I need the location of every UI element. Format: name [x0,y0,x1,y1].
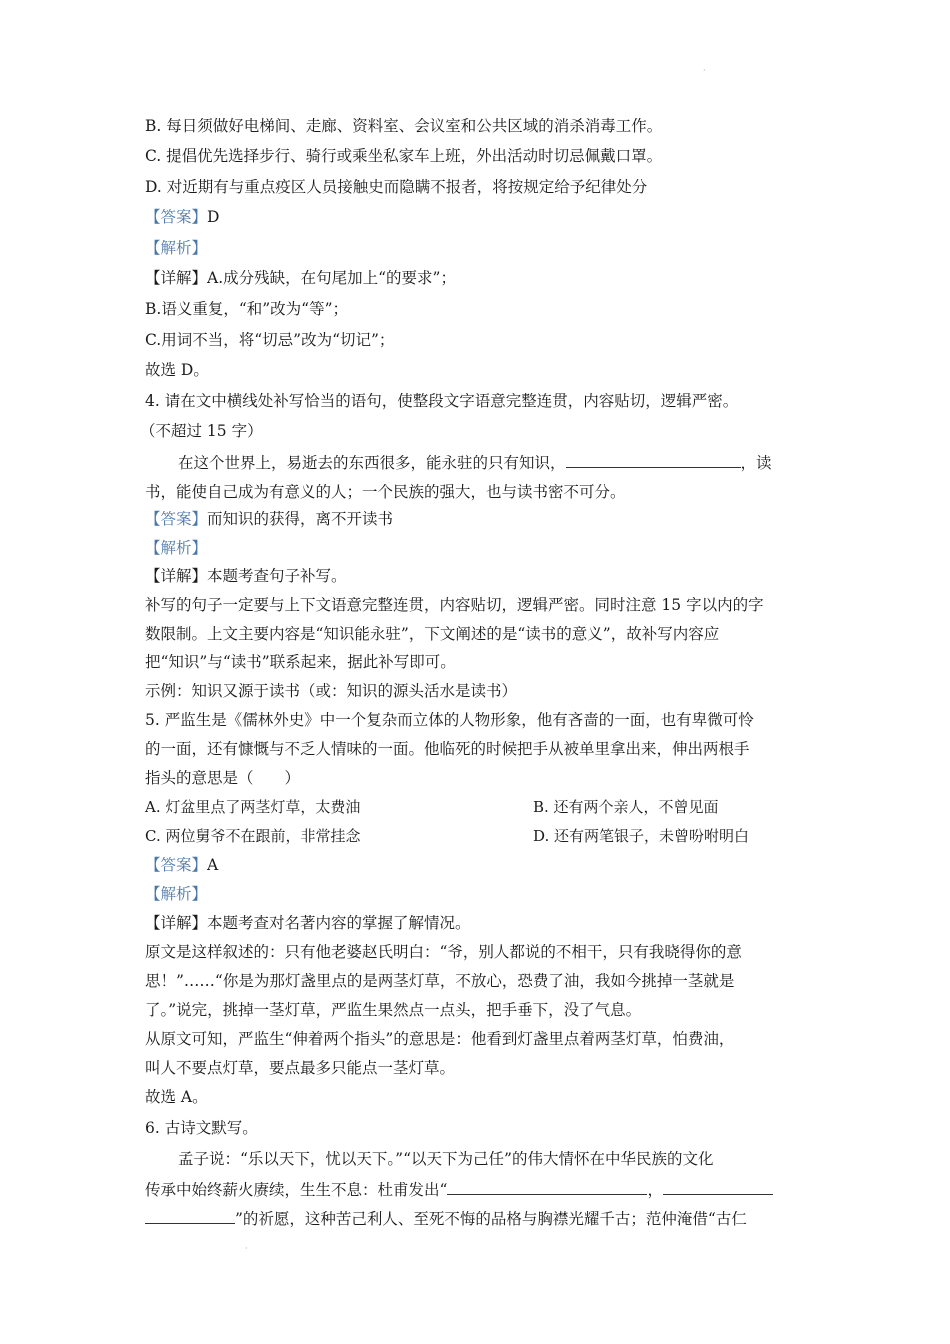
answer-text: D [207,208,220,226]
q3-conclusion: 故选 D。 [145,361,209,379]
fill-blank[interactable] [145,1208,235,1224]
answer-tag: 【答案】 [145,510,208,528]
q5-explanation-1: 原文是这样叙述的：只有他老婆赵氏明白：“爷，别人都说的不相干，只有我晓得你的意 [145,943,742,961]
scan-mark: · [245,1244,248,1253]
q5-option-a: A. 灯盆里点了两茎灯草，太费油 [145,798,361,816]
q3-detail-line-3: C.用词不当，将“切忌”改为“切记”； [145,331,395,349]
q4-explanation-2: 数限制。上文主要内容是“知识能永驻”，下文阐述的是“读书的意义”，故补写内容应 [145,625,720,643]
q5-explanation-3: 了。”说完，挑掉一茎灯草，严监生果然点一点头，把手垂下，没了气息。 [145,1001,642,1019]
q5-stem-3: 指头的意思是（ ） [145,769,301,787]
q5-detail [145,913,471,933]
fill-blank[interactable] [663,1179,773,1195]
q5-option-b: B. 还有两个亲人，不曾见面 [533,798,719,816]
q4-text-line-1: 在这个世界上，易逝去的东西很多，能永驻的只有知识， ，读 [178,454,772,472]
q6-text-line-3: ”的祈愿，这种苦己利人、至死不悔的品格与胸襟光耀千古；范仲淹借“古仁 [145,1208,747,1229]
detail-text: A.成分残缺，在句尾加上“的要求”； [207,269,456,287]
q4-explanation-3: 把“知识”与“读书”联系起来，据此补写即可。 [145,653,456,671]
q6-stem: 6. 古诗文默写。 [145,1119,258,1137]
answer-tag: 【答案】 [145,208,208,226]
q5-conclusion: 故选 A。 [145,1088,208,1106]
detail-tag: 【详解】 [145,269,208,287]
q5-explanation-5: 叫人不要点灯草，要点最多只能点一茎灯草。 [145,1059,456,1077]
q4-answer [145,509,393,529]
q5-stem-2: 的一面，还有慷慨与不乏人情味的一面。他临死的时候把手从被单里拿出来，伸出两根手 [145,740,750,758]
q3-option-b: B. 每日须做好电梯间、走廊、资料室、会议室和公共区域的消杀消毒工作。 [145,117,663,135]
q5-answer [145,855,218,875]
scan-mark: · [703,66,706,75]
q4-stem: 4. 请在文中横线处补写恰当的语句，使整段文字语意完整连贯，内容贴切，逻辑严密。 [145,392,739,410]
answer-text: 而知识的获得，离不开读书 [207,510,394,528]
detail-tag: 【详解】 [145,914,208,932]
q3-detail-line-2: B.语义重复，“和”改为“等”； [145,300,349,318]
fill-blank[interactable] [447,1179,647,1195]
q4-analysis-tag: 【解析】 [145,539,208,557]
q6-text-line-2: 传承中始终薪火赓续，生生不息：杜甫发出“ ， [145,1179,773,1200]
q4-limit: （不超过 15 字） [140,422,263,440]
detail-text: 本题考查句子补写。 [207,567,347,585]
q3-answer [145,207,219,227]
q5-explanation-2: 思！”……“你是为那灯盏里点的是两茎灯草，不放心，恐费了油，我如今挑掉一茎就是 [145,972,735,990]
q3-option-c: C. 提倡优先选择步行、骑行或乘坐私家车上班，外出活动时切忌佩戴口罩。 [145,147,663,165]
detail-tag: 【详解】 [145,567,208,585]
answer-text: A [207,856,219,874]
q5-stem-1: 5. 严监生是《儒林外史》中一个复杂而立体的人物形象，他有吝啬的一面，也有卑微可怜 [145,711,754,729]
q5-explanation-4: 从原文可知，严监生“伸着两个指头”的意思是：他看到灯盏里点着两茎灯草，怕费油， [145,1030,735,1048]
q5-option-c: C. 两位舅爷不在跟前，非常挂念 [145,827,361,845]
q4-detail [145,566,347,586]
q5-analysis-tag: 【解析】 [145,885,208,903]
answer-tag: 【答案】 [145,856,208,874]
q6-text-line-1: 孟子说：“乐以天下，忧以天下。”“以天下为己任”的伟大情怀在中华民族的文化 [178,1150,714,1168]
q4-example: 示例：知识又源于读书（或：知识的源头活水是读书） [145,682,518,700]
q3-analysis-tag: 【解析】 [145,239,208,257]
fill-blank[interactable] [566,452,741,468]
q4-explanation-1: 补写的句子一定要与上下文语意完整连贯，内容贴切，逻辑严密。同时注意 15 字以内的字 [145,596,764,614]
q3-option-d: D. 对近期有与重点疫区人员接触史而隐瞒不报者，将按规定给予纪律处分 [145,178,648,196]
q3-detail [145,268,456,288]
q5-option-d: D. 还有两笔银子，未曾吩咐明白 [533,827,750,845]
detail-text: 本题考查对名著内容的掌握了解情况。 [207,914,471,932]
q4-text-line-2: 书，能使自己成为有意义的人；一个民族的强大，也与读书密不可分。 [145,483,626,501]
